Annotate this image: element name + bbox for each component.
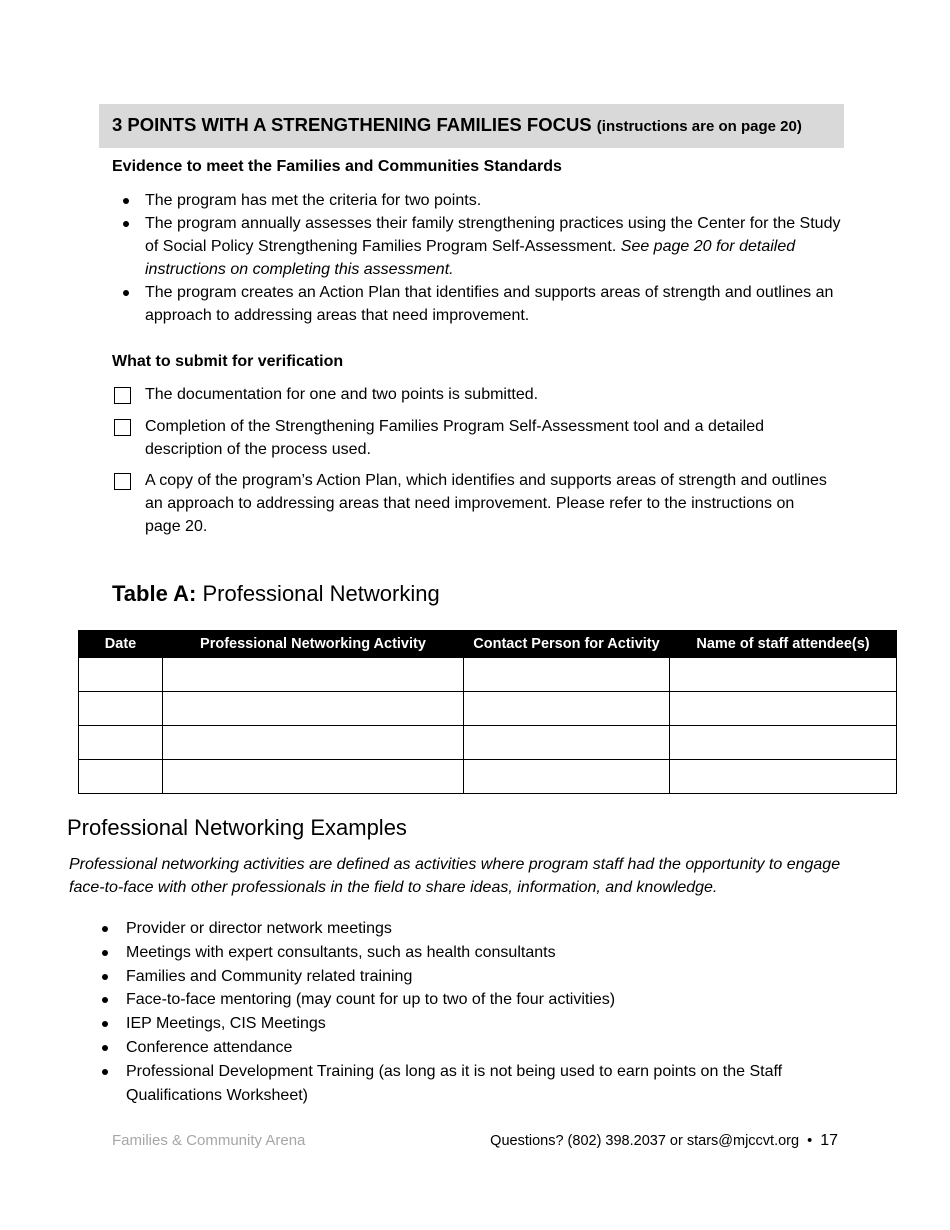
- verification-item-text: Completion of the Strengthening Families Program Self-Assessment tool and a detailed description of the process used.: [145, 418, 764, 458]
- examples-intro: Professional networking activities are defined as activities where program staff had the opportunity to engage face-to-face with other professionals in the field to share ideas, information, and knowledge.: [69, 856, 841, 896]
- column-header-activity: Professional Networking Activity: [163, 631, 464, 658]
- table-cell[interactable]: [79, 658, 163, 692]
- list-item: The program annually assesses their family strengthening practices using the Center for the Study of Social Policy Strengthening Families Program Self-Assessment. See page 20 for detailed instructions on completing this assessment.: [112, 212, 842, 281]
- column-header-date: Date: [79, 631, 163, 658]
- section-title-note: (instructions are on page 20): [596, 118, 802, 135]
- list-item: Meetings with expert consultants, such as health consultants: [67, 941, 857, 965]
- footer-separator: •: [807, 1133, 813, 1149]
- section-title-text: 3 POINTS WITH A STRENGTHENING FAMILIES FOCUS: [112, 114, 592, 135]
- verification-item-text: The documentation for one and two points is submitted.: [145, 386, 539, 403]
- verification-item: [112, 383, 832, 406]
- table-cell[interactable]: [670, 692, 897, 726]
- list-item: IEP Meetings, CIS Meetings: [67, 1012, 857, 1036]
- table-cell[interactable]: [79, 692, 163, 726]
- table-row: [79, 658, 897, 692]
- verification-item-text: A copy of the program’s Action Plan, which identifies and supports areas of strength and outlines an approach to addressing areas that need improvement. Please refer to the instructions on page 20.: [145, 472, 827, 535]
- footer-section-name: Families & Community Arena: [112, 1132, 306, 1149]
- table-cell[interactable]: [79, 726, 163, 760]
- evidence-heading: Evidence to meet the Families and Communities Standards: [112, 158, 562, 175]
- table-label: Table A:: [112, 581, 197, 606]
- table-cell[interactable]: [670, 726, 897, 760]
- footer-contact-text: Questions? (802) 398.2037 or stars@mjccvt.org: [490, 1133, 800, 1149]
- page-number: 17: [820, 1132, 838, 1149]
- table-cell[interactable]: [163, 692, 464, 726]
- table-cell[interactable]: [163, 658, 464, 692]
- examples-title: Professional Networking Examples: [67, 815, 407, 840]
- evidence-list: [112, 189, 842, 327]
- table-cell[interactable]: [464, 692, 670, 726]
- table-row: [79, 726, 897, 760]
- list-item: Professional Development Training (as long as it is not being used to earn points on the Staff Qualifications Worksheet): [67, 1060, 857, 1108]
- list-item: The program creates an Action Plan that identifies and supports areas of strength and outlines an approach to addressing areas that need improvement.: [112, 281, 842, 327]
- checkbox[interactable]: [114, 419, 131, 436]
- list-item: Provider or director network meetings: [67, 917, 857, 941]
- table-cell[interactable]: [670, 658, 897, 692]
- checkbox[interactable]: [114, 387, 131, 404]
- list-item: The program has met the criteria for two points.: [112, 189, 842, 212]
- table-cell[interactable]: [670, 760, 897, 794]
- list-item: Face-to-face mentoring (may count for up to two of the four activities): [67, 988, 857, 1012]
- networking-table: [78, 630, 897, 794]
- column-header-attendees: Name of staff attendee(s): [670, 631, 897, 658]
- table-cell[interactable]: [464, 760, 670, 794]
- table-cell[interactable]: [464, 658, 670, 692]
- table-title: [112, 581, 440, 607]
- footer-contact: [490, 1132, 838, 1150]
- verification-item: [112, 469, 832, 538]
- verification-item: [112, 415, 832, 461]
- column-header-contact: Contact Person for Activity: [464, 631, 670, 658]
- examples-list: [67, 917, 857, 1107]
- table-cell[interactable]: [79, 760, 163, 794]
- table-cell[interactable]: [163, 726, 464, 760]
- table-cell[interactable]: [163, 760, 464, 794]
- table-name: Professional Networking: [202, 581, 440, 606]
- list-item: Conference attendance: [67, 1036, 857, 1060]
- table-header-row: [79, 631, 897, 658]
- table-cell[interactable]: [464, 726, 670, 760]
- checkbox[interactable]: [114, 473, 131, 490]
- table-row: [79, 692, 897, 726]
- list-item: Families and Community related training: [67, 965, 857, 989]
- section-title: [112, 114, 802, 136]
- verification-heading: What to submit for verification: [112, 353, 344, 370]
- table-row: [79, 760, 897, 794]
